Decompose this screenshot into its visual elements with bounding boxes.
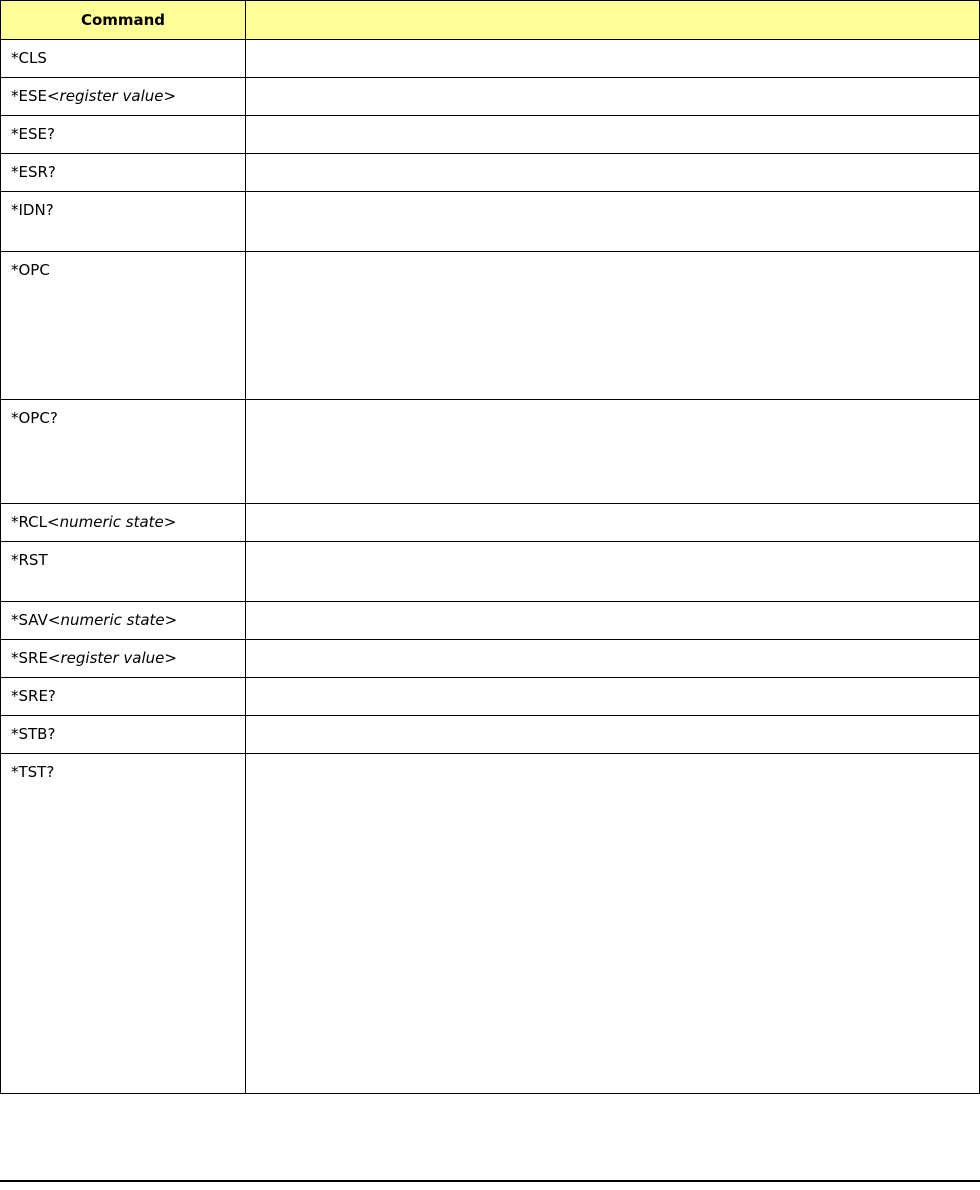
command-name: *CLS bbox=[11, 49, 47, 67]
command-name: *SRE? bbox=[11, 687, 56, 705]
command-cell bbox=[1, 640, 246, 678]
description-cell bbox=[246, 154, 980, 192]
command-name: *OPC? bbox=[11, 409, 58, 427]
table-row bbox=[1, 754, 980, 1094]
page-footer-rule bbox=[0, 1180, 980, 1182]
description-cell bbox=[246, 504, 980, 542]
command-name: *SAV bbox=[11, 611, 48, 629]
table-row bbox=[1, 192, 980, 252]
description-cell bbox=[246, 716, 980, 754]
command-cell bbox=[1, 40, 246, 78]
command-name: *ESE bbox=[11, 87, 47, 105]
table-row bbox=[1, 640, 980, 678]
description-cell bbox=[246, 78, 980, 116]
table-row bbox=[1, 716, 980, 754]
command-cell bbox=[1, 716, 246, 754]
table-row bbox=[1, 602, 980, 640]
command-cell bbox=[1, 252, 246, 400]
command-argument: <numeric state> bbox=[47, 513, 177, 531]
command-name: *OPC bbox=[11, 261, 50, 279]
command-name: *STB? bbox=[11, 725, 56, 743]
table-row bbox=[1, 78, 980, 116]
command-cell bbox=[1, 192, 246, 252]
command-name: *ESE? bbox=[11, 125, 55, 143]
description-cell bbox=[246, 40, 980, 78]
command-name: *TST? bbox=[11, 763, 55, 781]
description-cell bbox=[246, 116, 980, 154]
description-column-header bbox=[246, 1, 980, 40]
command-cell bbox=[1, 504, 246, 542]
description-cell bbox=[246, 400, 980, 504]
description-cell bbox=[246, 192, 980, 252]
table-row bbox=[1, 116, 980, 154]
command-name: *RCL bbox=[11, 513, 48, 531]
command-argument: <register value> bbox=[47, 649, 177, 667]
command-cell bbox=[1, 78, 246, 116]
command-cell bbox=[1, 678, 246, 716]
command-name: *SRE bbox=[11, 649, 48, 667]
command-cell bbox=[1, 602, 246, 640]
table-row bbox=[1, 154, 980, 192]
command-argument: <register value> bbox=[46, 87, 177, 105]
command-name: *ESR? bbox=[11, 163, 56, 181]
description-cell bbox=[246, 640, 980, 678]
table-row bbox=[1, 400, 980, 504]
table-row bbox=[1, 504, 980, 542]
command-name: *RST bbox=[11, 551, 48, 569]
description-cell bbox=[246, 754, 980, 1094]
command-column-header: Command bbox=[1, 1, 246, 40]
description-cell bbox=[246, 602, 980, 640]
command-cell bbox=[1, 116, 246, 154]
table-row bbox=[1, 40, 980, 78]
description-cell bbox=[246, 678, 980, 716]
command-name: *IDN? bbox=[11, 201, 54, 219]
table-row bbox=[1, 678, 980, 716]
command-argument: <numeric state> bbox=[47, 611, 178, 629]
table-row bbox=[1, 252, 980, 400]
command-cell bbox=[1, 154, 246, 192]
table-row bbox=[1, 542, 980, 602]
table-header-row bbox=[1, 1, 980, 40]
description-cell bbox=[246, 542, 980, 602]
command-cell bbox=[1, 542, 246, 602]
command-cell bbox=[1, 754, 246, 1094]
command-cell bbox=[1, 400, 246, 504]
description-cell bbox=[246, 252, 980, 400]
